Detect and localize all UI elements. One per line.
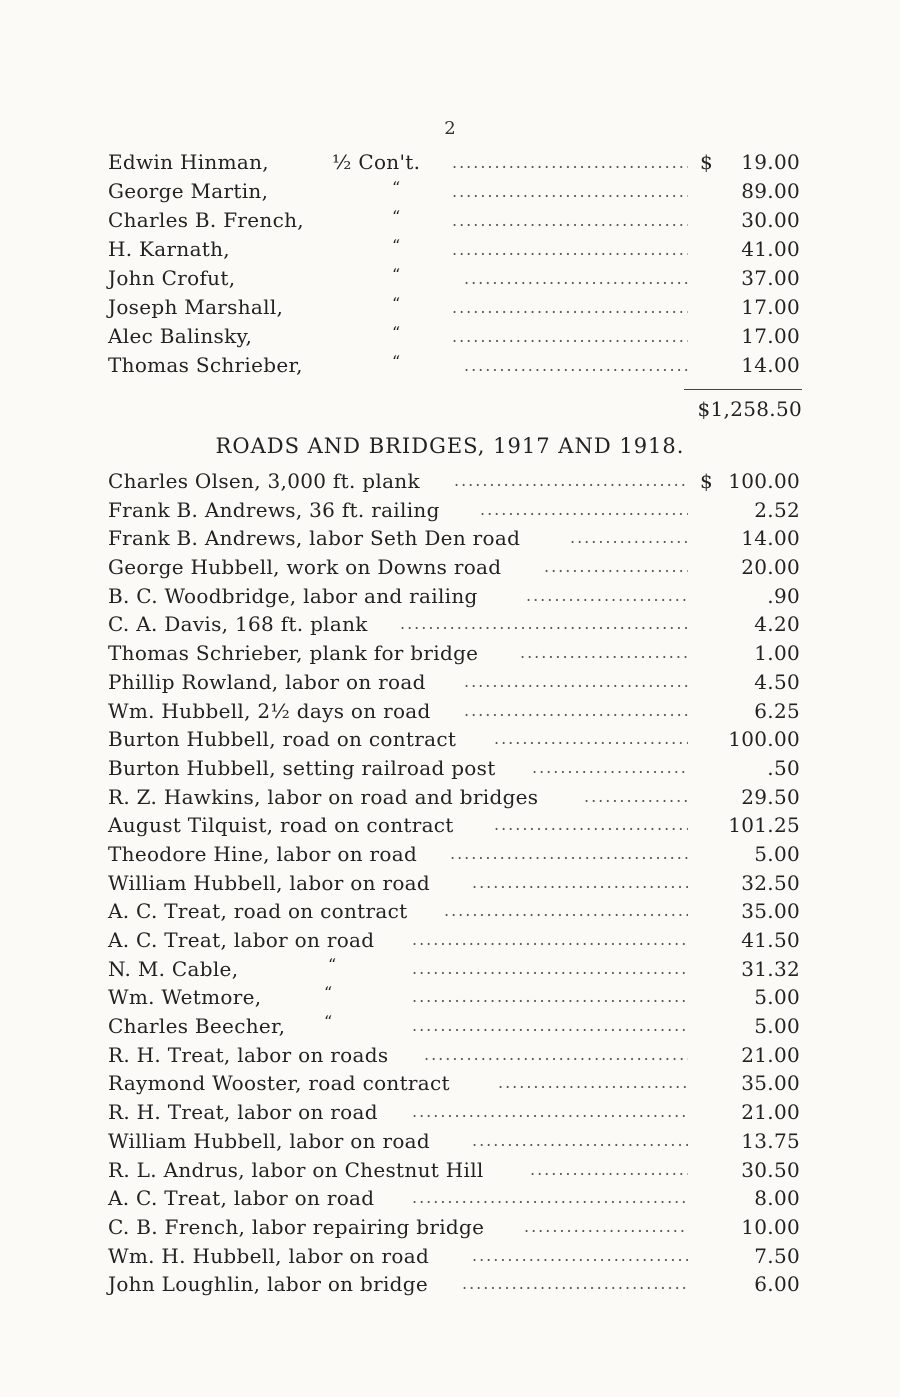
amount: 1.00 <box>754 641 800 666</box>
ledger-row <box>108 1156 808 1185</box>
amount: 21.00 <box>741 1042 800 1067</box>
leader-dots <box>452 293 688 322</box>
amount: 32.50 <box>741 870 800 895</box>
entry-description: C. B. French, labor repairing bridge <box>108 1214 485 1239</box>
amount: 19.00 <box>741 150 800 174</box>
payee-name: H. Karnath, <box>108 237 230 261</box>
total-rule <box>684 389 802 390</box>
payee-name: Alec Balinsky, <box>108 324 253 348</box>
entry-description: Thomas Schrieber, plank for bridge <box>108 641 479 666</box>
ledger-row <box>108 293 808 322</box>
entry-description: Burton Hubbell, road on contract <box>108 727 457 752</box>
amount: .90 <box>767 583 800 608</box>
entry-description: Burton Hubbell, setting railroad post <box>108 755 496 780</box>
leader-dots <box>412 1098 688 1127</box>
entry-description: August Tilquist, road on contract <box>108 813 454 838</box>
ledger-row <box>108 754 808 783</box>
ledger-row <box>108 582 808 611</box>
leader-dots <box>452 148 688 177</box>
amount: 2.52 <box>754 497 800 522</box>
amount: 17.00 <box>741 324 800 348</box>
amount: 8.00 <box>754 1186 800 1211</box>
ledger-row <box>108 235 808 264</box>
page-number: 2 <box>444 118 456 139</box>
ledger-row <box>108 1098 808 1127</box>
entry-description: Wm. Hubbell, 2½ days on road <box>108 698 431 723</box>
leader-dots <box>450 840 688 869</box>
leader-dots <box>544 553 688 582</box>
amount: 30.50 <box>741 1157 800 1182</box>
leader-dots <box>412 1184 688 1213</box>
ditto-mark: “ <box>392 178 401 197</box>
ledger-row <box>108 206 808 235</box>
ledger-row <box>108 926 808 955</box>
contract-note: ½ Con't. <box>332 150 421 174</box>
ditto-mark: “ <box>324 1012 333 1032</box>
ledger-row <box>108 553 808 582</box>
amount: 35.00 <box>741 899 800 924</box>
contracts-ledger <box>108 148 808 380</box>
leader-dots <box>412 1012 688 1041</box>
ledger-row <box>108 811 808 840</box>
amount: 30.00 <box>741 208 800 232</box>
ledger-row <box>108 264 808 293</box>
amount: 13.75 <box>741 1128 800 1153</box>
ledger-row <box>108 983 808 1012</box>
payee-name: Edwin Hinman, <box>108 150 269 174</box>
leader-dots <box>464 264 688 293</box>
currency-symbol: $ <box>700 469 714 493</box>
ledger-row <box>108 668 808 697</box>
amount: 14.00 <box>741 353 800 377</box>
entry-description: B. C. Woodbridge, labor and railing <box>108 583 478 608</box>
amount: 4.50 <box>754 669 800 694</box>
amount: 5.00 <box>754 985 800 1010</box>
entry-description: A. C. Treat, labor on road <box>108 1186 375 1211</box>
ledger-row <box>108 840 808 869</box>
ledger-row <box>108 639 808 668</box>
ledger-row <box>108 897 808 926</box>
leader-dots <box>412 926 688 955</box>
entry-description: Phillip Rowland, labor on road <box>108 669 426 694</box>
ditto-mark: “ <box>392 323 401 342</box>
section-heading: ROADS AND BRIDGES, 1917 AND 1918. <box>215 434 685 458</box>
currency-symbol: $ <box>700 150 714 174</box>
entry-description: Charles Beecher, <box>108 1014 286 1039</box>
payee-name: George Martin, <box>108 179 269 203</box>
entry-description: R. H. Treat, labor on road <box>108 1100 378 1125</box>
amount: 89.00 <box>741 179 800 203</box>
entry-description: Frank B. Andrews, 36 ft. railing <box>108 497 440 522</box>
ledger-row <box>108 322 808 351</box>
roads-ledger <box>108 467 808 1299</box>
entry-description: Raymond Wooster, road contract <box>108 1071 450 1096</box>
leader-dots <box>462 1270 688 1299</box>
amount: 41.00 <box>741 237 800 261</box>
leader-dots <box>480 496 688 525</box>
leader-dots <box>472 1242 688 1271</box>
ledger-row <box>108 697 808 726</box>
entry-description: William Hubbell, labor on road <box>108 1128 430 1153</box>
leader-dots <box>452 206 688 235</box>
ledger-row <box>108 610 808 639</box>
leader-dots <box>494 725 688 754</box>
ledger-row <box>108 467 808 496</box>
entry-description: Charles Olsen, 3,000 ft. plank <box>108 469 420 493</box>
leader-dots <box>400 610 688 639</box>
ditto-mark: “ <box>392 352 401 371</box>
amount: 29.50 <box>741 784 800 809</box>
payee-name: John Crofut, <box>108 266 236 290</box>
ledger-row <box>108 496 808 525</box>
amount: .50 <box>767 755 800 780</box>
leader-dots <box>498 1069 688 1098</box>
leader-dots <box>526 582 688 611</box>
leader-dots <box>472 1127 688 1156</box>
ledger-row <box>108 1270 808 1299</box>
amount: 5.00 <box>754 841 800 866</box>
leader-dots <box>494 811 688 840</box>
amount: 31.32 <box>741 956 800 981</box>
amount: 14.00 <box>741 526 800 551</box>
leader-dots <box>454 467 688 496</box>
ledger-row <box>108 148 808 177</box>
amount: 100.00 <box>728 727 800 752</box>
entry-description: Theodore Hine, labor on road <box>108 841 418 866</box>
ledger-row <box>108 351 808 380</box>
leader-dots <box>452 177 688 206</box>
leader-dots <box>530 1156 688 1185</box>
ditto-mark: “ <box>328 954 337 974</box>
amount: 41.50 <box>741 928 800 952</box>
leader-dots <box>584 783 688 812</box>
ditto-mark: “ <box>324 983 333 1003</box>
ledger-row <box>108 955 808 984</box>
ditto-mark: “ <box>392 207 401 226</box>
leader-dots <box>412 983 688 1012</box>
entry-description: Wm. Wetmore, <box>108 985 262 1010</box>
amount: 100.00 <box>728 469 800 493</box>
amount: 37.00 <box>741 266 800 290</box>
leader-dots <box>452 322 688 351</box>
leader-dots <box>464 697 688 726</box>
amount: 5.00 <box>754 1014 800 1039</box>
payee-name: Thomas Schrieber, <box>108 353 303 377</box>
ledger-row <box>108 1127 808 1156</box>
leader-dots <box>412 955 688 984</box>
entry-description: R. H. Treat, labor on roads <box>108 1042 389 1067</box>
amount: 6.00 <box>754 1272 800 1297</box>
ledger-row <box>108 1213 808 1242</box>
entry-description: C. A. Davis, 168 ft. plank <box>108 612 368 637</box>
amount: 10.00 <box>741 1214 800 1239</box>
leader-dots <box>532 754 688 783</box>
amount: 7.50 <box>754 1243 800 1268</box>
contracts-total: $1,258.50 <box>697 397 802 421</box>
entry-description: R. L. Andrus, labor on Chestnut Hill <box>108 1157 484 1182</box>
leader-dots <box>424 1041 688 1070</box>
amount: 4.20 <box>754 612 800 637</box>
leader-dots <box>472 869 688 898</box>
leader-dots <box>444 897 688 926</box>
amount: 6.25 <box>754 698 800 723</box>
leader-dots <box>452 235 688 264</box>
leader-dots <box>464 351 688 380</box>
entry-description: A. C. Treat, labor on road <box>108 928 375 952</box>
ledger-row <box>108 725 808 754</box>
payee-name: Joseph Marshall, <box>108 295 284 319</box>
entry-description: George Hubbell, work on Downs road <box>108 555 502 580</box>
leader-dots <box>464 668 688 697</box>
ledger-row <box>108 1242 808 1271</box>
ditto-mark: “ <box>392 236 401 255</box>
leader-dots <box>524 1213 688 1242</box>
entry-description: John Loughlin, labor on bridge <box>108 1272 429 1297</box>
ledger-row <box>108 869 808 898</box>
leader-dots <box>520 639 688 668</box>
entry-description: Wm. H. Hubbell, labor on road <box>108 1243 430 1268</box>
ledger-row <box>108 177 808 206</box>
ditto-mark: “ <box>392 294 401 313</box>
ledger-row <box>108 524 808 553</box>
ledger-row <box>108 1069 808 1098</box>
entry-description: A. C. Treat, road on contract <box>108 899 408 924</box>
amount: 17.00 <box>741 295 800 319</box>
amount: 21.00 <box>741 1100 800 1125</box>
amount: 101.25 <box>728 813 800 838</box>
ledger-row <box>108 783 808 812</box>
ledger-row <box>108 1012 808 1041</box>
amount: 35.00 <box>741 1071 800 1096</box>
payee-name: Charles B. French, <box>108 208 304 232</box>
entry-description: William Hubbell, labor on road <box>108 870 430 895</box>
entry-description: R. Z. Hawkins, labor on road and bridges <box>108 784 539 809</box>
ledger-row <box>108 1184 808 1213</box>
entry-description: N. M. Cable, <box>108 956 239 981</box>
leader-dots <box>570 524 688 553</box>
entry-description: Frank B. Andrews, labor Seth Den road <box>108 526 521 551</box>
ditto-mark: “ <box>392 265 401 284</box>
ledger-row <box>108 1041 808 1070</box>
amount: 20.00 <box>741 555 800 580</box>
